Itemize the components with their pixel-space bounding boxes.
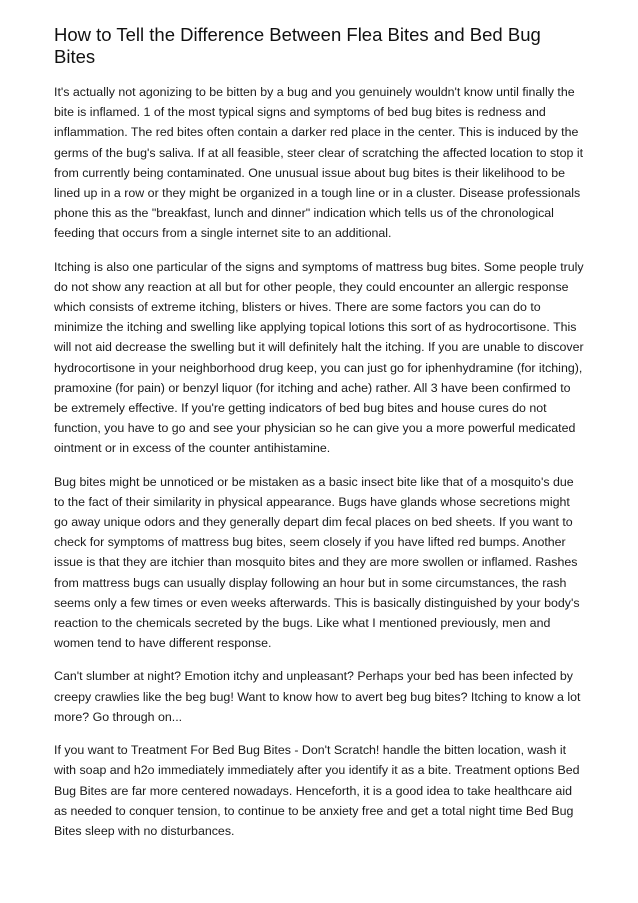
document-title: How to Tell the Difference Between Flea Bites and Bed Bug Bites: [54, 24, 541, 67]
document-page: [54, 24, 586, 854]
paragraph-2: Itching is also one particular of the signs and symptoms of mattress bug bites. Some people truly do not show any reaction at all but for other people, they could encounter an allergic response which consists of extreme itching, blisters or hives. There are some factors you can do to minimize the itching and swelling like applying topical lotions this sort of as hydrocortisone. This will not aid decrease the swelling but it will definitely halt the itching. If you are unable to discover hydrocortisone in your neighborhood drug keep, you can just go for iphenhydramine (for itching), pramoxine (for pain) or benzyl liquor (for itching and ache) rather. All 3 have been confirmed to be extremely effective. If you're getting indicators of bed bug bites and house cures do not function, you have to go and see your physician so he can give you a more powerful medicated ointment or in excess of the counter antihistamine.: [54, 259, 584, 456]
paragraph-3: Bug bites might be unnoticed or be mistaken as a basic insect bite like that of a mosquito's due to the fact of their similarity in physical appearance. Bugs have glands whose secretions might go away unique odors and they generally depart dim fecal places on bed sheets. If you want to check for symptoms of mattress bug bites, seem closely if you have lifted red bumps. Another issue is that they are itchier than mosquito bites and they are more swollen or inflamed. Rashes from mattress bugs can usually display following an hour but in some circumstances, the rash seems only a few times or even weeks afterwards. This is basically distinguished by your body's reaction to the chemicals secreted by the bugs. Like what I mentioned previously, men and women tend to have different response.: [54, 474, 580, 651]
paragraph-4: Can't slumber at night? Emotion itchy and unpleasant? Perhaps your bed has been infected by creepy crawlies like the beg bug! Want to know how to avert beg bug bites? Itching to know a lot more? Go through on...: [54, 669, 581, 724]
paragraph-5: If you want to Treatment For Bed Bug Bites - Don't Scratch! handle the bitten location, wash it with soap and h2o immediately immediately after you identify it as a bite. Treatment options Bed Bug Bites are far more centered nowadays. Henceforth, it is a good idea to take healthcare aid as needed to conquer tension, to continue to be anxiety free and get a total night time Bed Bug Bites sleep with no disturbances.: [54, 743, 580, 838]
paragraph-1: It's actually not agonizing to be bitten by a bug and you genuinely wouldn't know until finally the bite is inflamed. 1 of the most typical signs and symptoms of bed bug bites is redness and inflammation. The red bites often contain a darker red place in the center. This is induced by the germs of the bug's saliva. If at all feasible, steer clear of scratching the affected location to stop it from currently being contaminated. One unusual issue about bug bites is their likelihood to be lined up in a row or they might be organized in a tough line or in a cluster. Disease professionals phone this as the "breakfast, lunch and dinner" indication which tells us of the chronological feeding that occurs from a single internet site to an additional.: [54, 85, 584, 241]
